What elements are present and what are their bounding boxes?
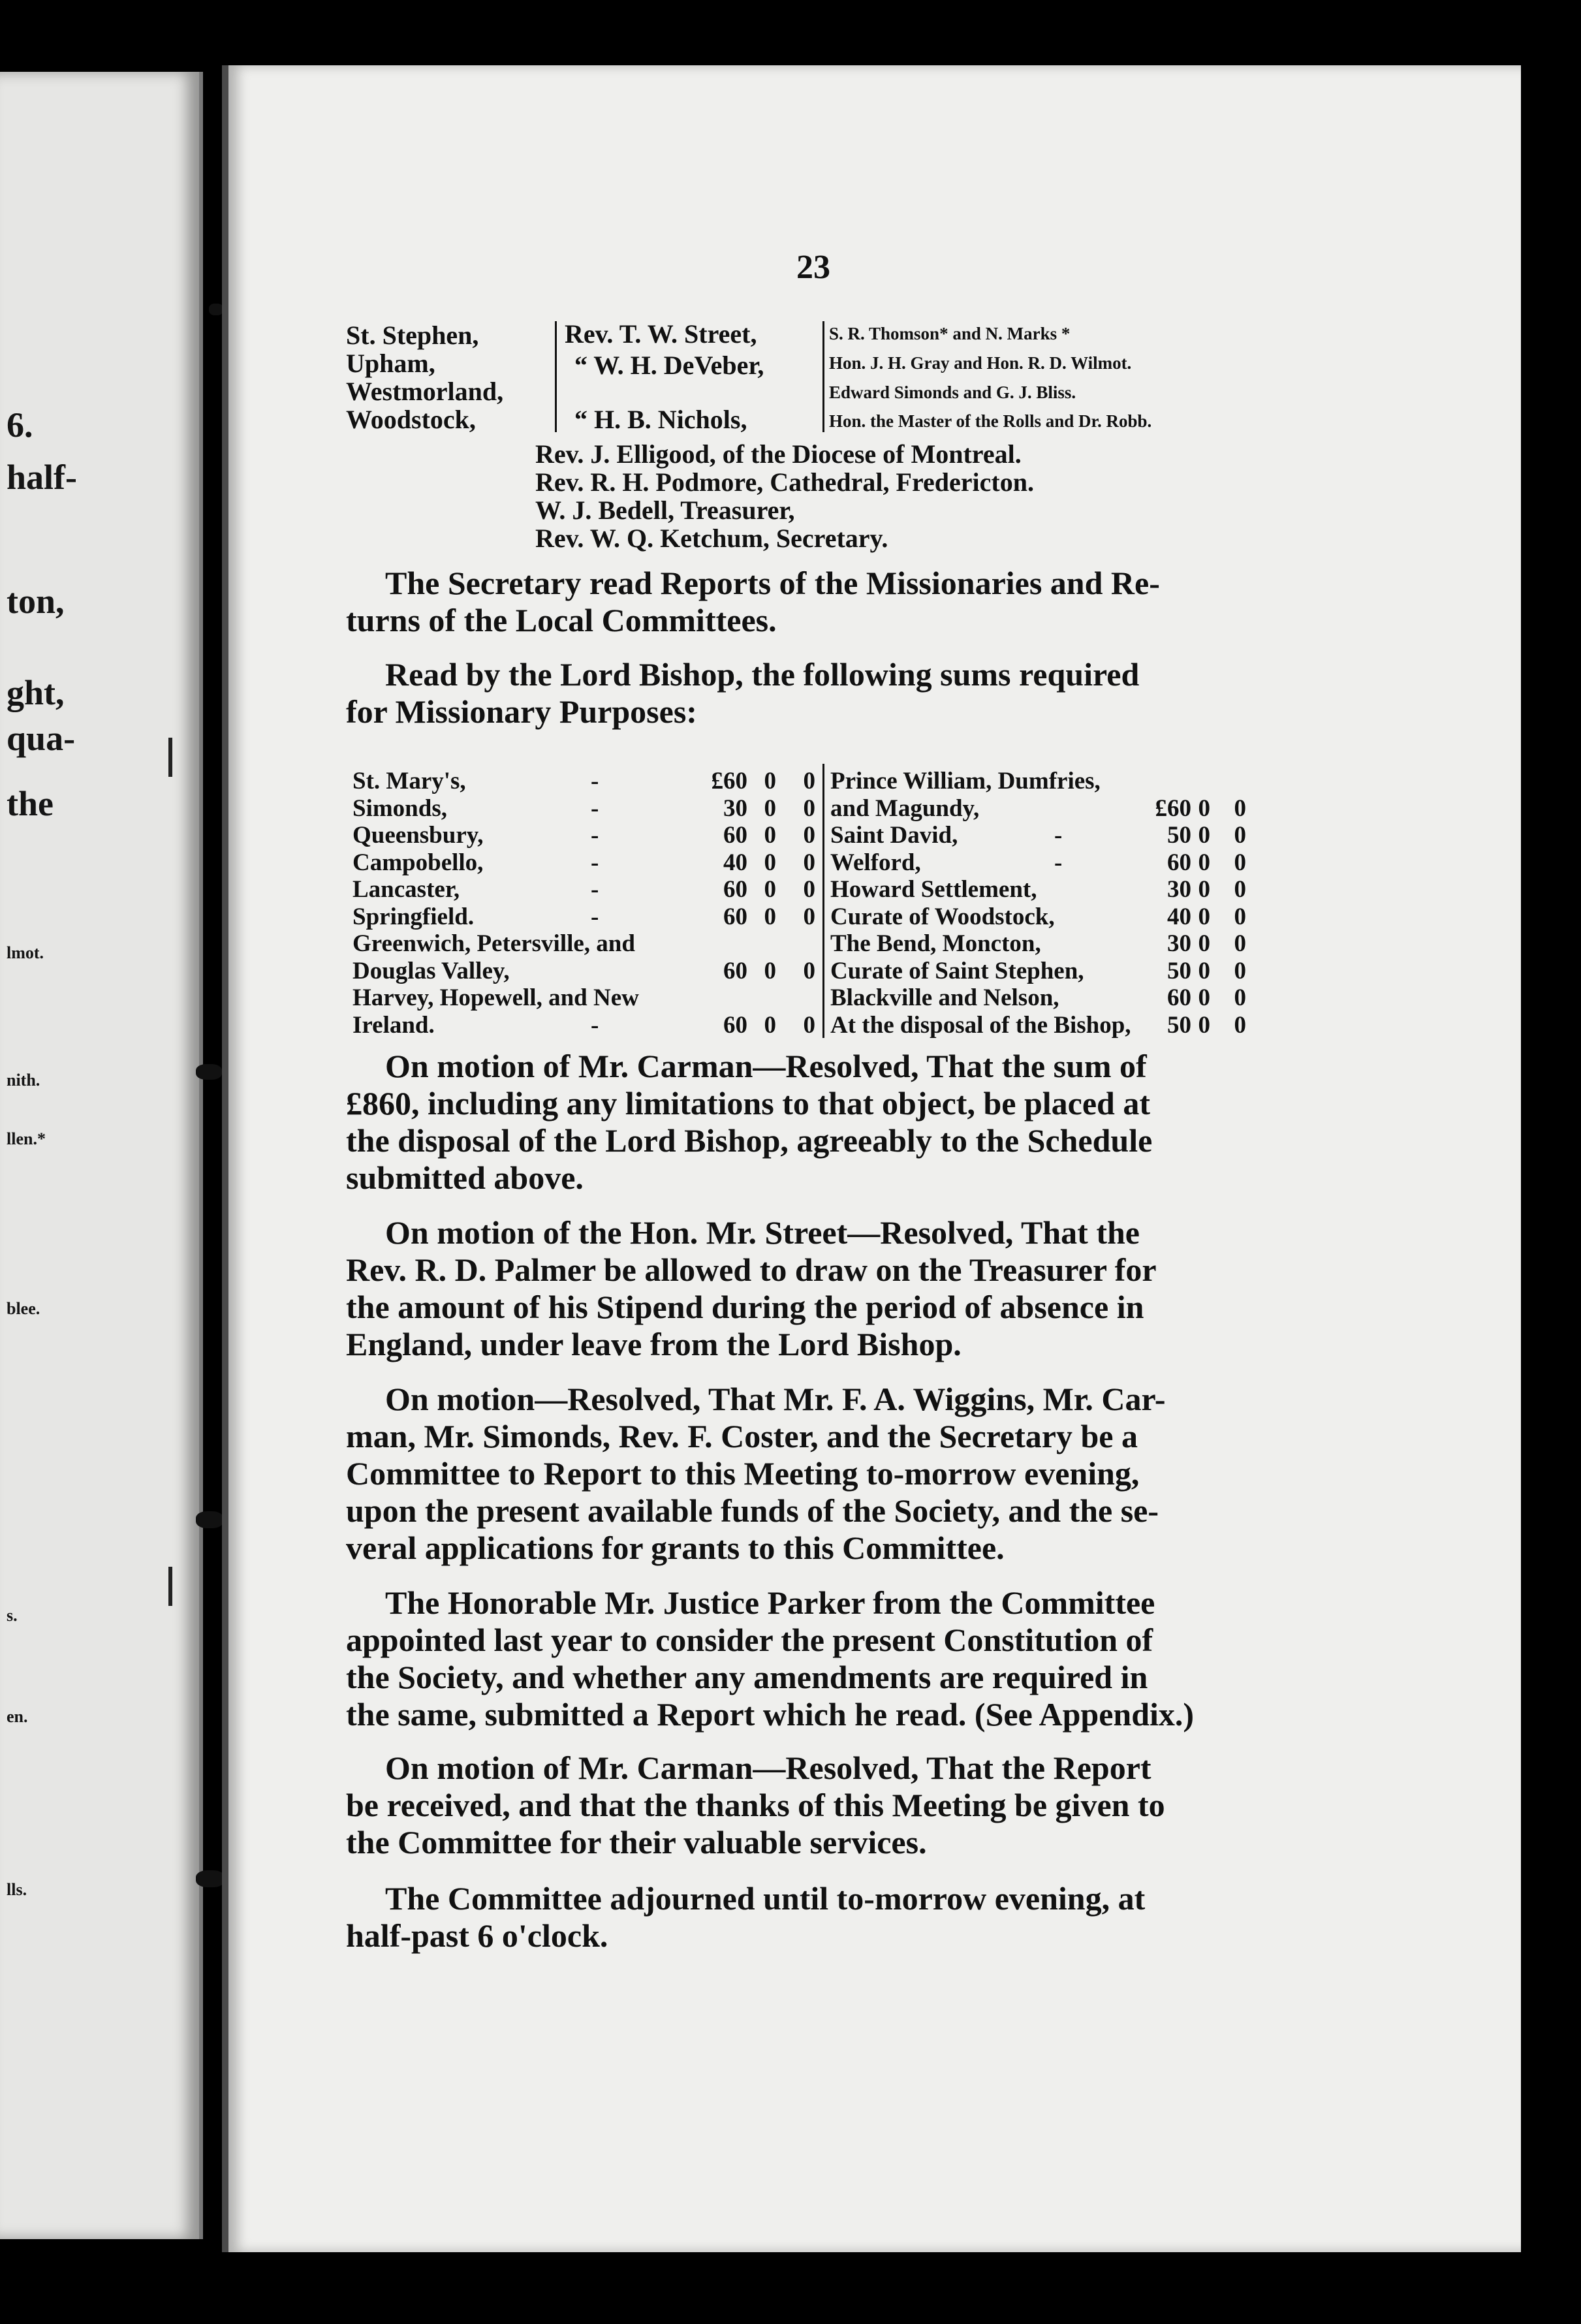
binding-stitch	[209, 304, 223, 315]
grant-name: Curate of Woodstock,	[830, 903, 1055, 930]
grant-pence: 0	[1234, 903, 1246, 930]
left-fragment: lls.	[7, 1880, 27, 1899]
paragraph-line: On motion of Mr. Carman—Resolved, That the Report	[385, 1750, 1151, 1786]
grant-shillings: 0	[1198, 1012, 1210, 1039]
grant-pence: 0	[1234, 930, 1246, 957]
paragraph-line: The Secretary read Reports of the Missionaries and Re-	[385, 565, 1160, 601]
attendee: Rev. J. Elligood, of the Diocese of Montreal.	[535, 439, 1022, 469]
grant-pence: 0	[1234, 822, 1246, 849]
grant-name: Springfield.	[352, 903, 475, 930]
paragraph-line: veral applications for grants to this Committee.	[346, 1530, 1005, 1566]
grant-pounds: 50	[1167, 958, 1191, 984]
binding-mark	[168, 1567, 172, 1606]
binding-mark	[168, 738, 172, 777]
paragraph-line: £860, including any limitations to that object, be placed at	[346, 1085, 1150, 1122]
paragraph-line: The Committee adjourned until to-morrow evening, at	[385, 1880, 1146, 1917]
grant-shillings: 0	[1198, 930, 1210, 957]
grant-pence: 0	[803, 903, 815, 930]
paragraph-line: Rev. R. D. Palmer be allowed to draw on the Treasurer for	[346, 1251, 1157, 1288]
left-fragment: ght,	[7, 673, 65, 712]
table-divider	[822, 764, 824, 1038]
paragraph-line: On motion of the Hon. Mr. Street—Resolved, That the	[385, 1214, 1140, 1251]
grant-pounds: 60	[723, 822, 747, 849]
grant-shillings: 0	[1198, 958, 1210, 984]
clergy-name: “ W. H. DeVeber,	[574, 351, 764, 380]
left-fragment: half-	[7, 458, 77, 497]
grant-name: Douglas Valley,	[352, 958, 510, 984]
grant-pounds: 50	[1167, 1012, 1191, 1039]
grant-shillings: 0	[764, 768, 776, 794]
grant-shillings: 0	[1198, 984, 1210, 1011]
left-fragment: nith.	[7, 1071, 40, 1090]
paragraph-line: for Missionary Purposes:	[346, 693, 697, 730]
grant-pounds: 60	[723, 1012, 747, 1039]
paragraph-line: Read by the Lord Bishop, the following sums required	[385, 656, 1140, 693]
grant-pounds: 30	[1167, 930, 1191, 957]
grant-shillings: 0	[764, 958, 776, 984]
grant-dash: -	[591, 1012, 599, 1039]
paragraph-line: England, under leave from the Lord Bishop.	[346, 1326, 962, 1362]
grant-name: Prince William, Dumfries,	[830, 768, 1101, 794]
grant-name: Howard Settlement,	[830, 876, 1037, 903]
grant-shillings: 0	[764, 822, 776, 849]
grant-pence: 0	[1234, 984, 1246, 1011]
grant-name: Greenwich, Petersville, and	[352, 930, 635, 957]
paragraph-line: man, Mr. Simonds, Rev. F. Coster, and the Secretary be a	[346, 1418, 1138, 1454]
grant-shillings: 0	[1198, 876, 1210, 903]
grant-name: St. Mary's,	[352, 768, 466, 794]
attendee: W. J. Bedell, Treasurer,	[535, 495, 795, 525]
grant-pence: 0	[803, 795, 815, 822]
paragraph-line: half-past 6 o'clock.	[346, 1917, 608, 1954]
grant-pounds: 30	[723, 795, 747, 822]
column-rule	[555, 321, 557, 432]
page-number: 23	[796, 249, 830, 286]
paragraph-line: turns of the Local Committees.	[346, 602, 777, 638]
grant-name: Saint David,	[830, 822, 958, 849]
grant-pence: 0	[803, 958, 815, 984]
clergy-name: Rev. T. W. Street,	[565, 319, 757, 349]
left-fragment: en.	[7, 1707, 28, 1726]
grant-dash: -	[591, 822, 599, 849]
attendee: Rev. R. H. Podmore, Cathedral, Fredericton.	[535, 467, 1034, 497]
grant-name: At the disposal of the Bishop,	[830, 1012, 1131, 1039]
grant-pence: 0	[1234, 876, 1246, 903]
grant-pounds: 60	[723, 903, 747, 930]
grant-pence: 0	[803, 822, 815, 849]
parish-name: St. Stephen,	[346, 321, 479, 350]
binding-stitch	[196, 1870, 225, 1887]
left-fragment: llen.*	[7, 1129, 46, 1148]
paragraph-line: The Honorable Mr. Justice Parker from the Committee	[385, 1584, 1155, 1621]
grant-name: The Bend, Moncton,	[830, 930, 1041, 957]
grant-pence: 0	[1234, 958, 1246, 984]
left-fragment: 6.	[7, 405, 33, 445]
column-rule	[822, 321, 824, 432]
grant-name: Queensbury,	[352, 822, 484, 849]
grant-shillings: 0	[764, 795, 776, 822]
grant-shillings: 0	[1198, 822, 1210, 849]
grant-dash: -	[591, 903, 599, 930]
grant-pounds: 40	[723, 849, 747, 876]
left-fragment: the	[7, 784, 54, 823]
grant-dash: -	[591, 768, 599, 794]
parish-name: Westmorland,	[346, 377, 504, 406]
parish-name: Upham,	[346, 349, 435, 378]
grant-dash: -	[591, 795, 599, 822]
grant-dash: -	[1054, 822, 1063, 849]
paragraph-line: upon the present available funds of the Society, and the se-	[346, 1492, 1159, 1529]
grant-pence: 0	[803, 849, 815, 876]
grant-pounds: 50	[1167, 822, 1191, 849]
paragraph-line: On motion—Resolved, That Mr. F. A. Wiggins, Mr. Car-	[385, 1381, 1166, 1417]
grant-pence: 0	[803, 876, 815, 903]
binding-stitch	[196, 1511, 223, 1528]
grant-shillings: 0	[764, 903, 776, 930]
paragraph-line: the same, submitted a Report which he read. (See Appendix.)	[346, 1696, 1195, 1733]
grant-name: Blackville and Nelson,	[830, 984, 1059, 1011]
attendee: Rev. W. Q. Ketchum, Secretary.	[535, 524, 888, 553]
grant-pounds: £60	[1155, 795, 1191, 822]
left-page-fragment	[0, 72, 203, 2239]
grant-dash: -	[591, 876, 599, 903]
grant-dash: -	[1054, 849, 1063, 876]
grant-name: Simonds,	[352, 795, 447, 822]
paragraph-line: the Committee for their valuable services.	[346, 1824, 927, 1861]
grant-shillings: 0	[1198, 849, 1210, 876]
laity-name: Hon. J. H. Gray and Hon. R. D. Wilmot.	[829, 353, 1132, 373]
grant-name: Campobello,	[352, 849, 484, 876]
paragraph-line: submitted above.	[346, 1159, 584, 1196]
grant-pounds: 40	[1167, 903, 1191, 930]
grant-pounds: £60	[711, 768, 747, 794]
left-fragment: ton,	[7, 582, 65, 621]
grant-pence: 0	[803, 1012, 815, 1039]
grant-name: Harvey, Hopewell, and New	[352, 984, 639, 1011]
paragraph-line: Committee to Report to this Meeting to-morrow evening,	[346, 1455, 1140, 1492]
laity-name: Edward Simonds and G. J. Bliss.	[829, 383, 1076, 402]
grant-name: Curate of Saint Stephen,	[830, 958, 1084, 984]
scan-border	[1521, 0, 1581, 2324]
clergy-name: “ H. B. Nichols,	[574, 405, 747, 434]
grant-name: and Magundy,	[830, 795, 980, 822]
parish-name: Woodstock,	[346, 405, 476, 434]
grant-name: Ireland.	[352, 1012, 435, 1039]
paragraph-line: On motion of Mr. Carman—Resolved, That the sum of	[385, 1048, 1147, 1084]
paragraph-line: appointed last year to consider the present Constitution of	[346, 1622, 1153, 1658]
grant-pence: 0	[1234, 795, 1246, 822]
paragraph-line: the Society, and whether any amendments are required in	[346, 1659, 1148, 1695]
grant-name: Welford,	[830, 849, 921, 876]
left-fragment: lmot.	[7, 943, 44, 962]
grant-shillings: 0	[1198, 795, 1210, 822]
grant-pence: 0	[1234, 1012, 1246, 1039]
binding-stitch	[196, 1064, 222, 1080]
left-fragment: qua-	[7, 719, 76, 758]
grant-pounds: 60	[1167, 984, 1191, 1011]
paragraph-line: be received, and that the thanks of this Meeting be given to	[346, 1787, 1165, 1823]
grant-pounds: 60	[723, 876, 747, 903]
page	[222, 65, 1527, 2252]
grant-pence: 0	[1234, 849, 1246, 876]
grant-shillings: 0	[764, 1012, 776, 1039]
laity-name: Hon. the Master of the Rolls and Dr. Robb.	[829, 411, 1152, 431]
grant-shillings: 0	[764, 849, 776, 876]
grant-pounds: 60	[723, 958, 747, 984]
grant-pounds: 30	[1167, 876, 1191, 903]
grant-name: Lancaster,	[352, 876, 460, 903]
grant-pence: 0	[803, 768, 815, 794]
left-fragment: blee.	[7, 1299, 40, 1318]
left-fragment: s.	[7, 1606, 18, 1625]
paragraph-line: the disposal of the Lord Bishop, agreeably to the Schedule	[346, 1122, 1153, 1159]
grant-dash: -	[591, 849, 599, 876]
paragraph-line: the amount of his Stipend during the period of absence in	[346, 1289, 1144, 1325]
grant-shillings: 0	[764, 876, 776, 903]
laity-name: S. R. Thomson* and N. Marks *	[829, 324, 1071, 343]
grant-shillings: 0	[1198, 903, 1210, 930]
grant-pounds: 60	[1167, 849, 1191, 876]
